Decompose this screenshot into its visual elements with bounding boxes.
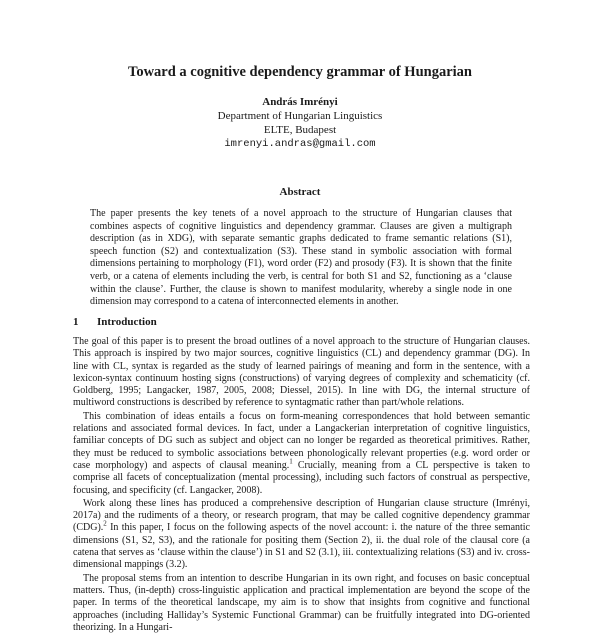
author-institution: ELTE, Budapest <box>263 124 337 136</box>
paragraph-3-text: Work along these lines has produced a comprehensive description of Hungarian clause structure (Imrényi, 2017a) and the rudiments of a theory, or research program, that may be called cognitive dependency grammar (CDG). <box>73 497 530 534</box>
section-title: Introduction <box>97 316 157 328</box>
author-email[interactable]: imrenyi.andras@gmail.com <box>224 138 376 150</box>
paragraph-3-text-continued: In this paper, I focus on the following aspects of the novel account: i. the nature of the three semantic dimensions (S1, S2, S3), and the rationale for positing them (Section 2), ii. the dual role of the clausal core (a catena that serves as ‘clause within the clause’) in S1 and S2 (3.1), iii. contextualizing relations (S3) and iv. cross-dimensional mappings (3.2). <box>73 522 530 571</box>
paragraph-4-text: The proposal stems from an intention to describe Hungarian in its own right, and focuses on basic conceptual matters. Thus, (in-depth) cross-linguistic application and practical implementation are beyond the scope of the paper. In terms of the theoretical landscape, my aim is to show that insights from cognitive and functional approaches (including Halliday’s Systemic Functional Grammar) can be fruitfully integrated into DG-oriented theorizing. In a Hungari- <box>73 572 530 633</box>
paragraph-4 <box>73 573 530 634</box>
section-number: 1 <box>73 316 79 328</box>
body-text <box>73 336 530 635</box>
paragraph-1 <box>73 336 530 410</box>
author-block <box>0 95 600 151</box>
paragraph-1-text: The goal of this paper is to present the broad outlines of a novel approach to the structure of Hungarian clauses. This approach is inspired by two major sources, cognitive linguistics (CL) and dependency grammar (DG). In line with CL, syntax is regarded as the study of learned pairings of meaning and form in the sentence, with a lexicon-syntax continuum hosting signs (constructions) of varying degrees of complexity and schematicity (cf. Goldberg, 1995; Langacker, 1987, 2005, 2008; Diessel, 2015). In line with DG, the internal structure of multiword constructions is described by reference to syntagmatic rather than part/whole relations. <box>73 336 530 409</box>
abstract-heading: Abstract <box>279 186 321 198</box>
paragraph-2-text-continued: Crucially, meaning from a CL perspective is taken to comprise all facets of conceptualization (mental processing), including such factors of construal as perspective, focusing, and specificity (cf. Langacker, 2008). <box>73 459 530 496</box>
footnote-marker-1[interactable]: 1 <box>289 457 293 466</box>
paragraph-2 <box>73 411 530 497</box>
abstract-text: The paper presents the key tenets of a novel approach to the structure of Hungarian clauses that combines aspects of cognitive linguistics and dependency grammar. Clauses are given a multigraph description (as in XDG), with separate semantic graphs dedicated to frame semantic relations (S1), speech function (S2) and contextualization (S3). These stand in symbolic association with formal dimensions pertaining to morphology (F1), word order (F2) and prosody (F3). It is shown that the finite verb, or a catena of elements including the verb, is central for both S1 and S2, functioning as a ‘clause within the clause’. Further, the clause is shown to manifest modularity, whereby a single node in one dimension may correspond to a catena of interconnected elements in another. <box>90 208 512 308</box>
author-name: András Imrényi <box>262 96 338 108</box>
section-heading <box>73 316 533 328</box>
paragraph-3 <box>73 498 530 572</box>
paper-title: Toward a cognitive dependency grammar of Hungarian <box>128 64 472 80</box>
footnote-marker-2[interactable]: 2 <box>103 520 107 529</box>
paragraph-2-text: This combination of ideas entails a focus on form-meaning correspondences that hold between semantic relations and associated formal devices. In fact, under a Langackerian interpretation of cognitive linguistics, familiar concepts of DG such as subject and object can no longer be regarded as theoretical primitives. Rather, they must be reduced to symbolic associations between phonologically relevant properties (e.g. word order or case morphology) and aspects of clausal meaning. <box>73 410 530 471</box>
author-department: Department of Hungarian Linguistics <box>217 110 383 122</box>
